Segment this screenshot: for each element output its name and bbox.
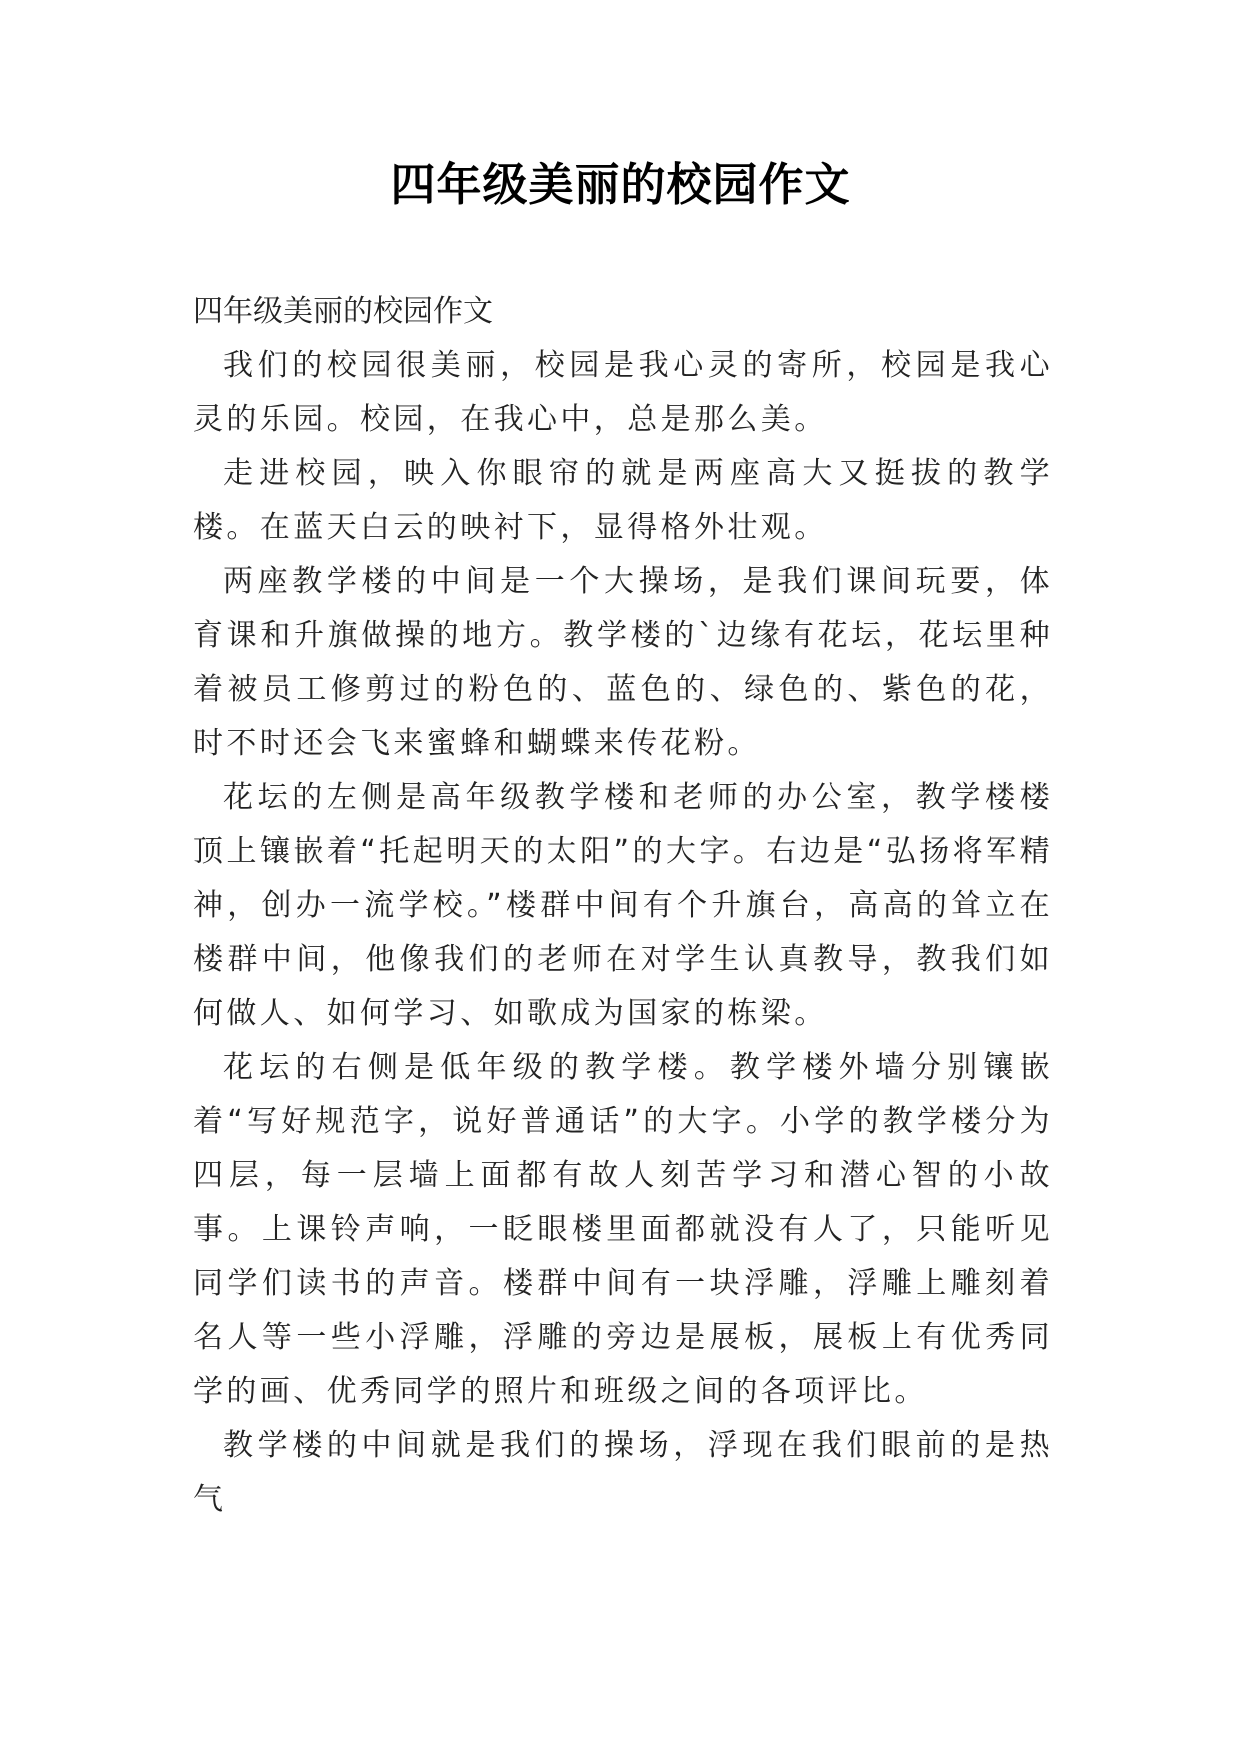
paragraph: 花坛的左侧是高年级教学楼和老师的办公室，教学楼楼顶上镶嵌着“托起明天的太阳”的大字。右边是“弘扬将军精神，创办一流学校。”楼群中间有个升旗台，高高的耸立在楼群中间，他像我们的老师在对学生认真教导，教我们如何做人、如何学习、如歌成为国家的栋梁。 xyxy=(193,780,1053,1031)
paragraph: 我们的校园很美丽，校园是我心灵的寄所，校园是我心灵的乐园。校园，在我心中，总是那么美。 xyxy=(193,348,1053,437)
document-subtitle: 四年级美丽的校园作文 xyxy=(193,294,493,329)
paragraph: 花坛的右侧是低年级的教学楼。教学楼外墙分别镶嵌着“写好规范字，说好普通话”的大字。小学的教学楼分为四层，每一层墙上面都有故人刻苦学习和潜心智的小故事。上课铃声响，一眨眼楼里面都就没有人了，只能听见同学们读书的声音。楼群中间有一块浮雕，浮雕上雕刻着名人等一些小浮雕，浮雕的旁边是展板，展板上有优秀同学的画、优秀同学的照片和班级之间的各项评比。 xyxy=(193,1050,1053,1409)
document-body xyxy=(193,285,1053,1527)
paragraph: 教学楼的中间就是我们的操场，浮现在我们眼前的是热气 xyxy=(193,1428,1053,1517)
paragraph: 走进校园，映入你眼帘的就是两座高大又挺拔的教学楼。在蓝天白云的映衬下，显得格外壮观。 xyxy=(193,456,1053,545)
paragraph: 两座教学楼的中间是一个大操场，是我们课间玩要，体育课和升旗做操的地方。教学楼的`边缘有花坛，花坛里种着被员工修剪过的粉色的、蓝色的、绿色的、紫色的花，时不时还会飞来蜜蜂和蝴蝶来传花粉。 xyxy=(193,564,1053,761)
document-title: 四年级美丽的校园作文 xyxy=(390,158,851,211)
